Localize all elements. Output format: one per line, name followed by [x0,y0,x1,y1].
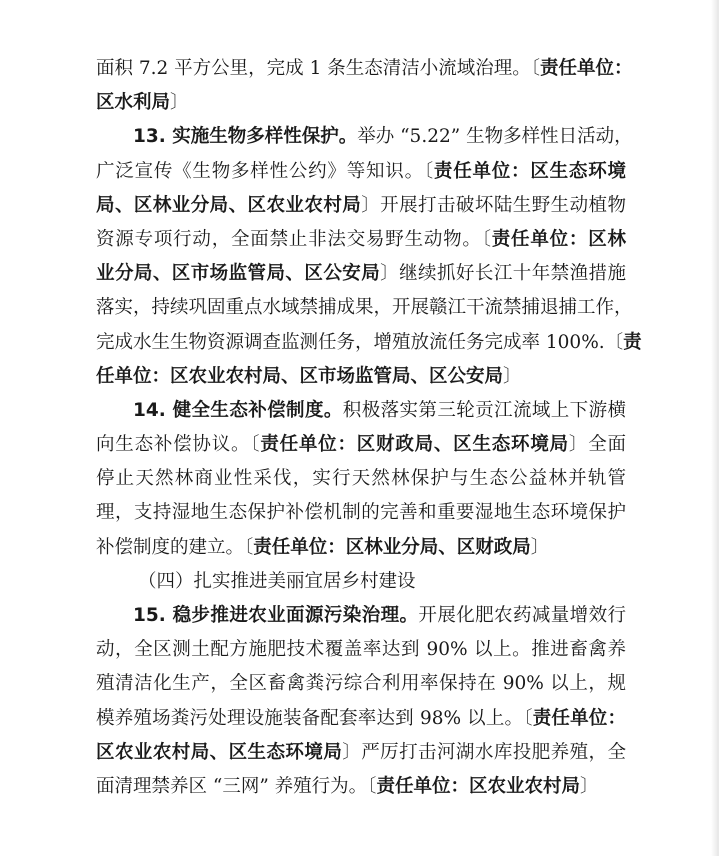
bold-text-run: 业分局、区市场监管局、区公安局 [96,263,381,285]
text-run: 完成水生生物资源调查监测任务，增殖放流任务完成率 100%.〔 [96,331,624,353]
text-line [96,394,626,428]
text-line [96,531,626,565]
text-line [96,496,626,530]
text-line [96,257,626,291]
page-edge-shadow [711,0,717,856]
text-line [96,736,626,770]
bold-text-run: 责任单位：区林业分局、区财政局 [253,536,531,558]
document-body [96,52,642,804]
bold-text-run: 区农业农村局、区生态环境局 [96,741,343,763]
text-line [96,52,633,86]
text-run: 殖清洁化生产，全区畜禽粪污综合利用率保持在 90% 以上，规 [96,673,626,695]
text-run: 〕 [170,92,189,114]
bold-text-run: 责任单位：区农业农村局 [376,775,580,797]
text-line [96,702,626,736]
text-line [96,120,633,154]
text-line [96,770,626,804]
bold-text-run: 局、区林业分局、区农业农村局 [96,194,362,216]
text-line [96,633,626,667]
text-line [96,86,626,120]
section-heading: （四）扎实推进美丽宜居乡村建设 [138,570,416,592]
bold-text-run: 责任单位：区生态环境 [433,160,626,182]
text-run: 〕全面 [568,434,626,456]
text-run: 〕继续抓好长江十年禁渔措施 [380,263,626,285]
bold-text-run: 13. 实施生物多样性保护。 [133,126,358,148]
text-line [96,223,626,257]
text-run: 补偿制度的建立。〔 [96,536,254,558]
bold-text-run: 责 [623,331,642,353]
text-run: 动，全区测土配方施肥技术覆盖率达到 90% 以上。推进畜禽养 [96,639,626,661]
text-line [96,599,626,633]
text-run: 〕开展打击破坏陆生野生动植物 [361,194,626,216]
text-line [96,667,626,701]
text-run: 理，支持湿地生态保护补偿机制的完善和重要湿地生态环境保护 [96,502,626,524]
bold-text-run: 责任单位：区财政局、区生态环境局 [260,434,569,456]
bold-text-run: 14. 健全生态补偿制度。 [133,399,343,421]
text-run: 向生态补偿协议。〔 [96,434,261,456]
text-line [96,291,633,325]
text-line [96,462,626,496]
text-run: 积极落实第三轮贡江流域上下游横 [342,399,626,421]
text-run: 停止天然林商业性采伐，实行天然林保护与生态公益林并轨管 [96,468,626,490]
text-run: 模养殖场粪污处理设施装备配套率达到 98% 以上。〔 [96,707,533,729]
text-run: 面清理禁养区 “三网” 养殖行为。〔 [96,775,377,797]
text-line [96,155,626,189]
bold-text-run: 任单位：区农业农村局、区市场监管局、区公安局 [96,365,504,387]
text-run: 〕 [579,775,599,797]
text-run: 〕严厉打击河湖水库投肥养殖，全 [342,741,626,763]
text-run: 〕 [503,365,522,387]
text-run: 落实，持续巩固重点水域禁捕成果，开展赣江干流禁捕退捕工作， [96,297,633,319]
text-run: 开展化肥农药减量增效行 [418,605,626,626]
text-run: 面积 7.2 平方公里，完成 1 条生态清洁小流域治理。〔 [96,58,540,79]
bold-text-run: 15. 稳步推进农业面源污染治理。 [133,605,419,626]
text-line [96,428,626,462]
text-line [96,360,626,394]
text-line [96,189,626,223]
bold-text-run: 区水利局 [96,92,171,114]
text-run: 举办 “5.22” 生物多样性日活动， [357,126,633,148]
text-run: 〕 [530,536,550,558]
bold-text-run: 责任单位： [532,707,626,729]
text-run: 广泛宣传《生物多样性公约》等知识。〔 [96,160,434,182]
text-line [96,326,642,360]
bold-text-run: 责任单位： [539,58,633,79]
bold-text-run: 责任单位：区林 [491,228,626,250]
text-run: 资源专项行动，全面禁止非法交易野生动物。〔 [96,228,492,250]
